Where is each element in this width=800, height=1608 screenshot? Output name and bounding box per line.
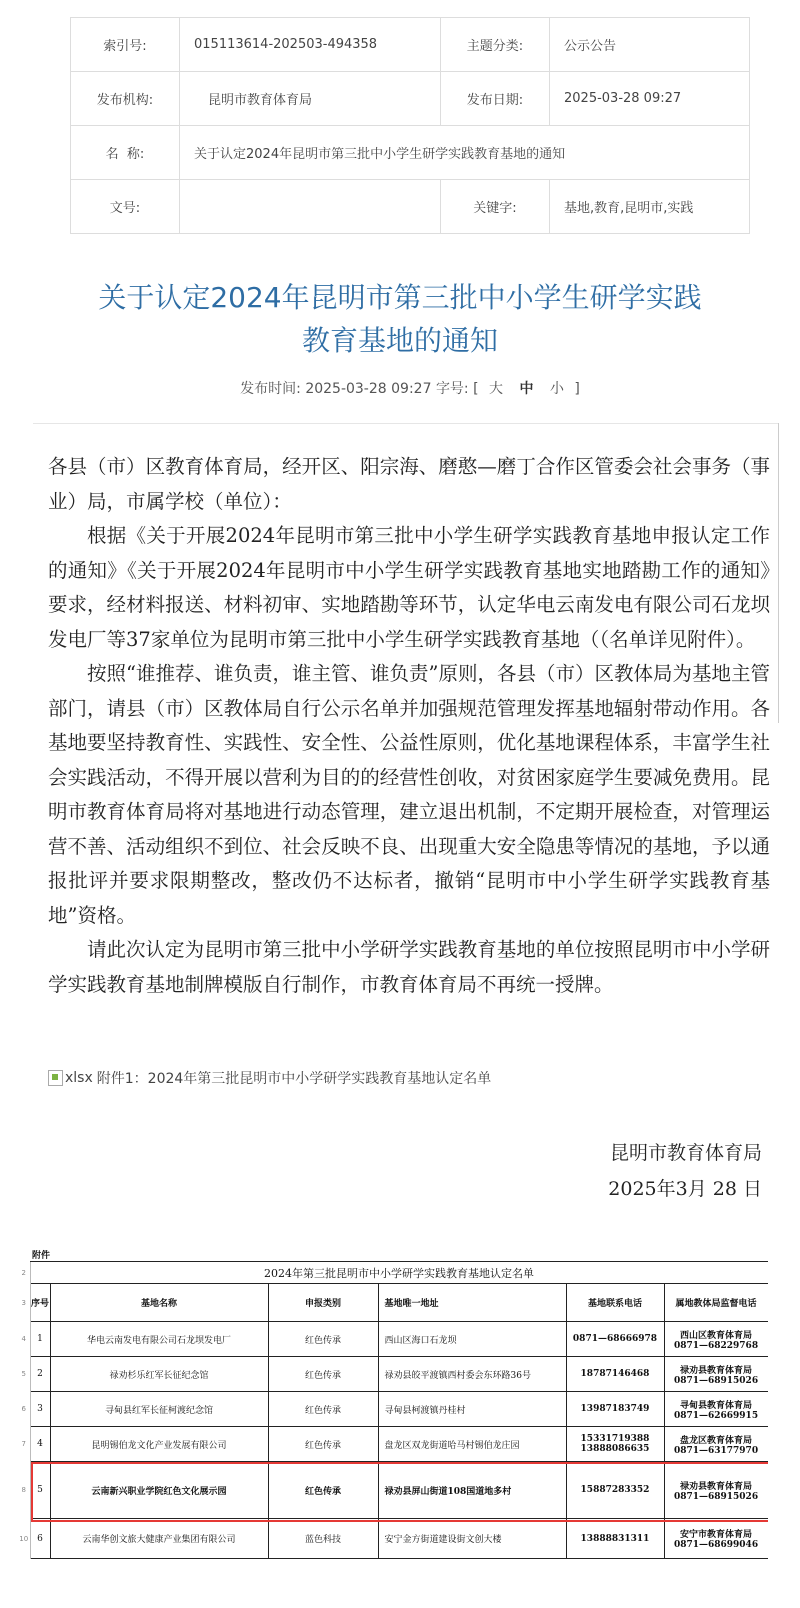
row-number: 8 <box>18 1462 30 1519</box>
cell-no: 6 <box>30 1519 50 1559</box>
supervisor-phone: 0871—62669915 <box>673 1410 759 1421</box>
cell-supervisor <box>664 1462 768 1519</box>
cell-phone: 15887283352 <box>566 1462 664 1519</box>
spreadsheet-table <box>18 1248 768 1559</box>
body-paragraph: 按照“谁推荐、谁负责，谁主管、谁负责”原则，各县（市）区教体局为基地主管部门，请县（市）区教体局自行公示名单并加强规范管理发挥基地辐射带动作用。各基地要坚持教育性、实践性、安全性、公益性原则，优化基地课程体系，丰富学生社会实践活动，不得开展以营利为目的的经营性创收，对贫困家庭学生要减免费用。昆明市教育体育局将对基地进行动态管理，建立退出机制，不定期开展检查，对管理运营不善、活动组织不到位、社会反映不良、出现重大安全隐患等情况的基地，予以通报批评并要求限期整改，整改仍不达标者，撤销“昆明市中小学生研学实践教育基地”资格。 <box>48 662 770 927</box>
cell-name: 寻甸县红军长征柯渡纪念馆 <box>50 1392 268 1427</box>
fontsize-large-button[interactable]: 大 <box>489 381 504 397</box>
sheet-caption: 附件 <box>30 1248 768 1262</box>
row-number: 5 <box>18 1357 30 1392</box>
fontsize-bracket-open: [ <box>473 381 479 397</box>
cell-name: 华电云南发电有限公司石龙坝发电厂 <box>50 1322 268 1357</box>
cell-address: 安宁金方街道建设街文创大楼 <box>378 1519 566 1559</box>
cell-address: 盘龙区双龙街道哈马村锡伯龙庄园 <box>378 1427 566 1462</box>
meta-publisher-label: 发布机构: <box>71 72 180 126</box>
supervisor-phone: 0871—68229768 <box>673 1340 759 1351</box>
cell-type: 红色传承 <box>268 1322 378 1357</box>
cell-name: 昆明锡伯龙文化产业发展有限公司 <box>50 1427 268 1462</box>
divider <box>33 423 778 424</box>
cell-address: 禄劝县皎平渡镇西村委会东环路36号 <box>378 1357 566 1392</box>
column-header: 申报类别 <box>268 1284 378 1322</box>
cell-supervisor <box>664 1427 768 1462</box>
meta-index-label: 索引号: <box>71 18 180 72</box>
cell-type: 红色传承 <box>268 1392 378 1427</box>
supervisor-name: 禄劝县教育体育局 <box>680 1365 753 1376</box>
cell-address: 西山区海口石龙坝 <box>378 1322 566 1357</box>
supervisor-name: 禄劝县教育体育局 <box>680 1481 753 1492</box>
cell-supervisor <box>664 1322 768 1357</box>
meta-keywords-label: 关键字: <box>441 180 550 234</box>
meta-name-value: 关于认定2024年昆明市第三批中小学生研学实践教育基地的通知 <box>180 126 750 180</box>
cell-supervisor <box>664 1392 768 1427</box>
signature-org: 昆明市教育体育局 <box>609 1142 762 1164</box>
supervisor-name: 寻甸县教育体育局 <box>680 1400 753 1411</box>
article-title-line1: 关于认定2024年昆明市第三批中小学生研学实践 <box>98 281 702 314</box>
phone-line: 13888086635 <box>580 1444 650 1454</box>
meta-date-label: 发布日期: <box>441 72 550 126</box>
cell-no: 5 <box>30 1462 50 1519</box>
supervisor-name: 安宁市教育体育局 <box>680 1530 753 1540</box>
table-row <box>18 1392 768 1427</box>
cell-name: 云南华创文旅大健康产业集团有限公司 <box>50 1519 268 1559</box>
attachment-link-text[interactable]: 附件1：2024年第三批昆明市中小学研学实践教育基地认定名单 <box>96 1071 492 1087</box>
cell-address: 禄劝县屏山街道108国道地多村 <box>378 1462 566 1519</box>
fontsize-bracket-close: ] <box>574 381 580 397</box>
cell-no: 2 <box>30 1357 50 1392</box>
cell-phone: 18787146468 <box>566 1357 664 1392</box>
row-number: 7 <box>18 1427 30 1462</box>
meta-docno-label: 文号: <box>71 180 180 234</box>
cell-type: 红色传承 <box>268 1357 378 1392</box>
pubtime-label: 发布时间: <box>240 381 301 397</box>
meta-date-value: 2025-03-28 09:27 <box>550 72 750 126</box>
table-row-highlighted <box>18 1462 768 1519</box>
cell-address: 寻甸县柯渡镇丹桂村 <box>378 1392 566 1427</box>
cell-no: 4 <box>30 1427 50 1462</box>
supervisor-name: 西山区教育体育局 <box>680 1330 753 1341</box>
body-paragraph-salutation: 各县（市）区教育体育局，经开区、阳宗海、磨憨—磨丁合作区管委会社会事务（事业）局，市属学校（单位）： <box>48 455 770 513</box>
attachment-link[interactable] <box>48 1068 491 1088</box>
article-title <box>40 276 760 362</box>
cell-name: 云南新兴职业学院红色文化展示园 <box>50 1462 268 1519</box>
body-paragraph: 根据《关于开展2024年昆明市第三批中小学生研学实践教育基地申报认定工作的通知》《关于开展2024年昆明市中小学生研学实践教育基地实地踏勘工作的通知》要求，经材料报送、材料初审、实地踏勘等环节，认定华电云南发电有限公司石龙坝发电厂等37家单位为昆明市第三批中小学生研学实践教育基地（（名单详见附件）。 <box>48 524 770 651</box>
column-header: 基地名称 <box>50 1284 268 1322</box>
supervisor-phone: 0871—68915026 <box>673 1375 759 1386</box>
cell-type: 红色传承 <box>268 1427 378 1462</box>
sheet-title: 2024年第三批昆明市中小学研学实践教育基地认定名单 <box>30 1262 768 1284</box>
article-body <box>48 450 770 1002</box>
cell-type: 红色传承 <box>268 1462 378 1519</box>
meta-topic-label: 主题分类: <box>441 18 550 72</box>
meta-docno-value <box>180 180 441 234</box>
row-number: 2 <box>18 1262 30 1284</box>
cell-phone: 0871—68666978 <box>566 1322 664 1357</box>
row-number: 10 <box>18 1519 30 1559</box>
table-row <box>18 1427 768 1462</box>
column-header: 基地唯一地址 <box>378 1284 566 1322</box>
fontsize-label: 字号: <box>435 381 469 397</box>
divider-vertical <box>778 423 779 723</box>
signature-date: 2025年3月 28 日 <box>608 1178 762 1200</box>
cell-type: 蓝色科技 <box>268 1519 378 1559</box>
article-title-line2: 教育基地的通知 <box>301 324 498 357</box>
supervisor-name: 盘龙区教育体育局 <box>680 1435 753 1446</box>
row-number <box>18 1248 30 1262</box>
meta-topic-value: 公示公告 <box>550 18 750 72</box>
supervisor-phone: 0871—63177970 <box>673 1445 759 1456</box>
meta-name-label: 名 称: <box>71 126 180 180</box>
row-number: 6 <box>18 1392 30 1427</box>
meta-index-value: 015113614-202503-494358 <box>180 18 441 72</box>
column-header: 属地教体局监督电话 <box>664 1284 768 1322</box>
document-meta-table <box>70 17 750 234</box>
cell-phone: 13888831311 <box>566 1519 664 1559</box>
table-row <box>18 1357 768 1392</box>
column-header: 序号 <box>30 1284 50 1322</box>
body-paragraph: 请此次认定为昆明市第三批中小学研学实践教育基地的单位按照昆明市中小学研学实践教育基地制牌模版自行制作，市教育体育局不再统一授牌。 <box>48 938 770 996</box>
fontsize-medium-button[interactable]: 中 <box>519 381 534 397</box>
publish-info <box>0 378 800 398</box>
cell-phone <box>566 1427 664 1462</box>
attachment-alt-text: xlsx <box>65 1070 93 1086</box>
supervisor-phone: 0871—68699046 <box>673 1540 759 1550</box>
table-row <box>18 1322 768 1357</box>
attachment-spreadsheet-image <box>18 1248 768 1608</box>
pubtime-value: 2025-03-28 09:27 <box>305 381 432 397</box>
cell-no: 3 <box>30 1392 50 1427</box>
row-number: 4 <box>18 1322 30 1357</box>
table-row <box>18 1519 768 1559</box>
phone-line: 15331719388 <box>580 1434 650 1444</box>
column-header: 基地联系电话 <box>566 1284 664 1322</box>
meta-publisher-value: 昆明市教育体育局 <box>180 72 441 126</box>
cell-supervisor <box>664 1519 768 1559</box>
fontsize-small-button[interactable]: 小 <box>549 381 564 397</box>
cell-supervisor <box>664 1357 768 1392</box>
meta-keywords-value: 基地,教育,昆明市,实践 <box>550 180 750 234</box>
cell-name: 禄劝杉乐红军长征纪念馆 <box>50 1357 268 1392</box>
cell-phone: 13987183749 <box>566 1392 664 1427</box>
cell-no: 1 <box>30 1322 50 1357</box>
xlsx-file-icon <box>48 1070 63 1086</box>
supervisor-phone: 0871—68915026 <box>673 1491 759 1502</box>
row-number: 3 <box>18 1284 30 1322</box>
